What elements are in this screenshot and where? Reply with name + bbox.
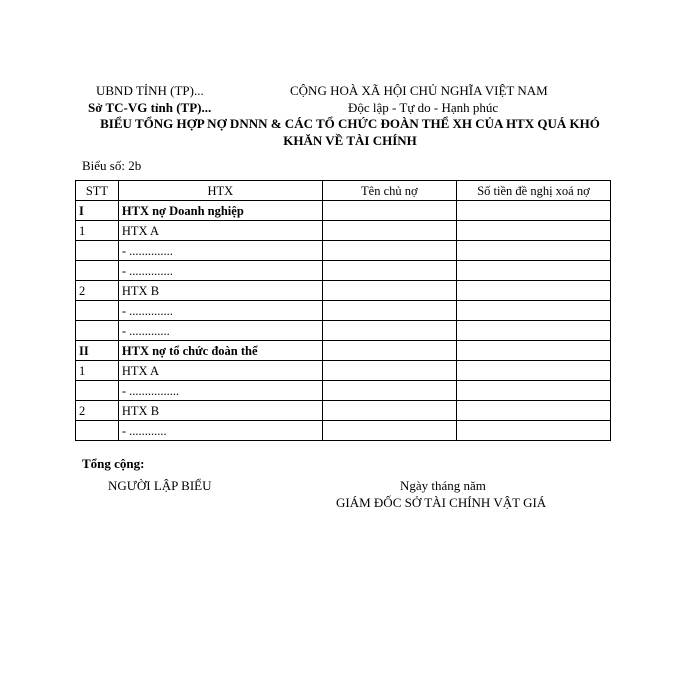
cell-htx: HTX B xyxy=(118,401,322,421)
cell-amount xyxy=(456,261,610,281)
cell-creditor xyxy=(322,241,456,261)
form-number: Biểu số: 2b xyxy=(82,158,142,173)
cell-htx: - ............. xyxy=(118,321,322,341)
table-row xyxy=(76,221,611,241)
cell-stt: I xyxy=(76,201,119,221)
cell-stt xyxy=(76,241,119,261)
cell-creditor xyxy=(322,221,456,241)
header-left-line2: Sở TC-VG tỉnh (TP)... xyxy=(88,100,212,115)
cell-htx: HTX A xyxy=(118,221,322,241)
cell-amount xyxy=(456,281,610,301)
cell-amount xyxy=(456,421,610,441)
preparer-label: NGƯỜI LẬP BIỂU xyxy=(108,478,212,493)
cell-creditor xyxy=(322,281,456,301)
col-header-amount: Số tiền đề nghị xoá nợ xyxy=(456,181,610,201)
cell-amount xyxy=(456,301,610,321)
document-title-line2: KHĂN VỀ TÀI CHÍNH xyxy=(283,133,417,148)
col-header-creditor: Tên chủ nợ xyxy=(322,181,456,201)
cell-amount xyxy=(456,381,610,401)
cell-amount xyxy=(456,361,610,381)
cell-htx: - .............. xyxy=(118,241,322,261)
cell-stt xyxy=(76,321,119,341)
cell-htx: HTX B xyxy=(118,281,322,301)
cell-amount xyxy=(456,221,610,241)
table-row xyxy=(76,321,611,341)
cell-amount xyxy=(456,341,610,361)
cell-creditor xyxy=(322,401,456,421)
cell-stt: 2 xyxy=(76,401,119,421)
table-row xyxy=(76,341,611,361)
col-header-stt: STT xyxy=(76,181,119,201)
header-left-line1: UBND TỈNH (TP)... xyxy=(96,83,204,98)
cell-stt: 2 xyxy=(76,281,119,301)
cell-stt: 1 xyxy=(76,221,119,241)
cell-htx: - .............. xyxy=(118,261,322,281)
cell-htx: - ................ xyxy=(118,381,322,401)
cell-creditor xyxy=(322,421,456,441)
cell-htx: HTX nợ tổ chức đoàn thể xyxy=(118,341,322,361)
table-row xyxy=(76,401,611,421)
table-row xyxy=(76,361,611,381)
table-row xyxy=(76,241,611,261)
cell-htx: HTX nợ Doanh nghiệp xyxy=(118,201,322,221)
cell-creditor xyxy=(322,381,456,401)
cell-amount xyxy=(456,241,610,261)
cell-creditor xyxy=(322,201,456,221)
table-row xyxy=(76,381,611,401)
table-row xyxy=(76,201,611,221)
table-body xyxy=(76,201,611,441)
cell-stt: 1 xyxy=(76,361,119,381)
document-title-line1: BIỂU TỔNG HỢP NỢ DNNN & CÁC TỔ CHỨC ĐOÀN THỂ XH CỦA HTX QUÁ KHÓ xyxy=(100,116,600,131)
cell-htx: - ............ xyxy=(118,421,322,441)
cell-creditor xyxy=(322,261,456,281)
cell-stt xyxy=(76,301,119,321)
header-right-line2: Độc lập - Tự do - Hạnh phúc xyxy=(348,100,499,115)
debt-table xyxy=(75,180,611,441)
table-row xyxy=(76,281,611,301)
director-label: GIÁM ĐỐC SỞ TÀI CHÍNH VẬT GIÁ xyxy=(336,495,547,510)
cell-stt xyxy=(76,261,119,281)
cell-amount xyxy=(456,321,610,341)
header-right-line1: CỘNG HOÀ XÃ HỘI CHỦ NGHĨA VIỆT NAM xyxy=(290,83,548,98)
cell-stt: II xyxy=(76,341,119,361)
table-row xyxy=(76,421,611,441)
cell-amount xyxy=(456,201,610,221)
cell-creditor xyxy=(322,361,456,381)
total-label: Tổng cộng: xyxy=(82,456,145,471)
table-row xyxy=(76,261,611,281)
cell-htx: - .............. xyxy=(118,301,322,321)
cell-stt xyxy=(76,381,119,401)
table-row xyxy=(76,301,611,321)
cell-creditor xyxy=(322,301,456,321)
cell-creditor xyxy=(322,321,456,341)
cell-creditor xyxy=(322,341,456,361)
table-header-row xyxy=(76,181,611,201)
cell-htx: HTX A xyxy=(118,361,322,381)
col-header-htx: HTX xyxy=(118,181,322,201)
cell-amount xyxy=(456,401,610,421)
cell-stt xyxy=(76,421,119,441)
date-line: Ngày tháng năm xyxy=(400,478,486,493)
